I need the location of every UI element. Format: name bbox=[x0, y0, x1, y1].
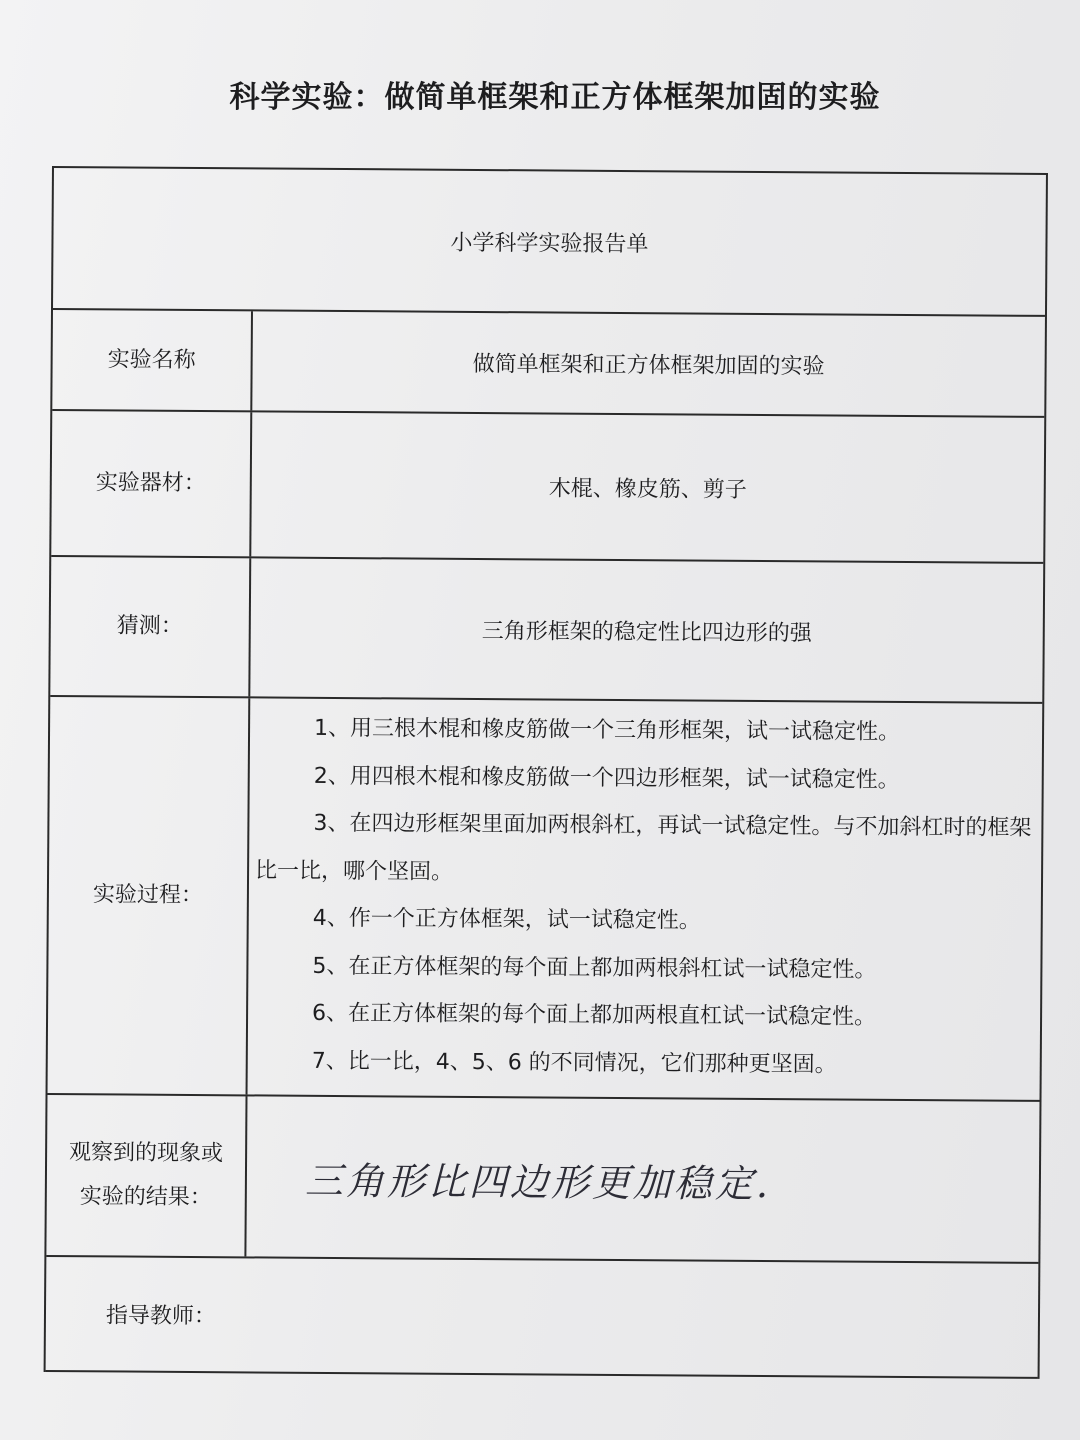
row-result bbox=[46, 1095, 1039, 1264]
process-step-5: 5、在正方体框架的每个面上都加两根斜杠试一试稳定性。 bbox=[312, 953, 877, 983]
value-experiment-name: 做简单框架和正方体框架加固的实验 bbox=[472, 351, 825, 380]
form-header bbox=[53, 168, 1046, 317]
row-materials bbox=[51, 411, 1044, 564]
row-experiment-name bbox=[52, 310, 1045, 418]
process-steps bbox=[248, 698, 1043, 1100]
label-result bbox=[46, 1095, 247, 1256]
value-hypothesis: 三角形框架的稳定性比四边形的强 bbox=[481, 618, 812, 646]
process-step-7: 7、比一比，4、5、6 的不同情况，它们那种更坚固。 bbox=[311, 1048, 837, 1077]
label-experiment-name: 实验名称 bbox=[52, 310, 253, 410]
row-teacher bbox=[46, 1257, 1039, 1379]
label-hypothesis: 猜测： bbox=[50, 557, 251, 696]
label-process: 实验过程： bbox=[48, 697, 251, 1094]
process-step-4: 4、作一个正方体框架，试一试稳定性。 bbox=[312, 905, 701, 934]
label-result-line1: 观察到的现象或 bbox=[69, 1140, 224, 1167]
report-form bbox=[44, 166, 1048, 1379]
process-step-3: 3、在四边形框架里面加两根斜杠，再试一试稳定性。与不加斜杠时的框架比一比，哪个坚固。 bbox=[254, 810, 1032, 885]
document-title: 科学实验：做简单框架和正方体框架加固的实验 bbox=[229, 80, 881, 115]
value-materials: 木棍、橡皮筋、剪子 bbox=[548, 475, 747, 503]
row-hypothesis bbox=[50, 557, 1043, 704]
label-materials: 实验器材： bbox=[51, 411, 252, 556]
label-result-line2: 实验的结果： bbox=[79, 1184, 212, 1211]
process-step-1: 1、用三根木棍和橡皮筋做一个三角形框架，试一试稳定性。 bbox=[313, 715, 901, 745]
process-step-6: 6、在正方体框架的每个面上都加两根直杠试一试稳定性。 bbox=[312, 1000, 877, 1030]
row-process bbox=[48, 697, 1043, 1102]
handwritten-result: 三角形比四边形更加稳定. bbox=[304, 1158, 772, 1206]
form-header-text: 小学科学实验报告单 bbox=[450, 230, 649, 257]
process-step-2: 2、用四根木棍和橡皮筋做一个四边形框架，试一试稳定性。 bbox=[313, 763, 900, 793]
label-teacher: 指导教师： bbox=[105, 1303, 217, 1330]
